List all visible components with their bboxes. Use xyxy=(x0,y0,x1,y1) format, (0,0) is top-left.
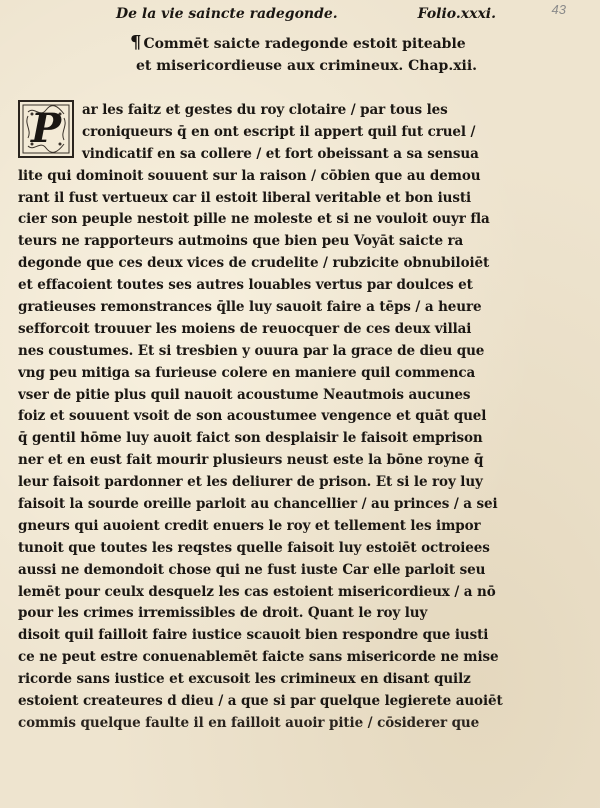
text-line: lemēt pour ceulx desquelz les cas estoient misericordieux / a nō xyxy=(18,583,496,600)
text-line: rant il fust vertueux car il estoit liberal veritable et bon iusti xyxy=(18,189,471,206)
text-line: ner et en eust fait mourir plusieurs neust este la bōne royne q̄ xyxy=(18,452,484,469)
text-line: aussi ne demondoit chose qui ne fust iuste Car elle parloit seu xyxy=(18,561,486,578)
text-line: teurs ne rapporteurs autmoins que bien peu Voyāt saicte ra xyxy=(18,233,464,250)
text-line: degonde que ces deux vices de crudelite / rubzicite obnubiloiēt xyxy=(18,255,490,272)
text-line: q̄ gentil hōme luy auoit faict son desplaisir le faisoit emprison xyxy=(18,430,483,447)
text-line: vser de pitie plus quil nauoit acoustume Neautmois aucunes xyxy=(18,386,471,403)
drop-cap-letter: P xyxy=(30,105,62,152)
text-line: lite qui dominoit souuent sur la raison / cōbien que au demou xyxy=(18,167,481,184)
body-text xyxy=(18,100,504,735)
text-line: commis quelque faulte il en failloit auoir pitie / cōsiderer que xyxy=(18,714,480,731)
text-line: leur faisoit pardonner et les deliurer de prison. Et si le roy luy xyxy=(18,474,483,491)
chapter-heading-line-1: Commēt saicte radegonde estoit piteable xyxy=(143,36,466,52)
text-line: tunoit que toutes les reqstes quelle faisoit luy estoiēt octroiees xyxy=(18,539,490,556)
text-line: foiz et souuent vsoit de son acoustumee vengence et quāt quel xyxy=(18,408,487,425)
text-line: vindicatif en sa collere / et fort obeissant a sa sensua xyxy=(82,145,479,162)
text-line: pour les crimes irremissibles de droit. Quant le roy luy xyxy=(18,605,428,622)
text-line: ce ne peut estre conuenablemēt faicte sans misericorde ne mise xyxy=(18,649,499,666)
text-line: nes coustumes. Et si tresbien y ouura par la grace de dieu que xyxy=(18,342,485,359)
text-line: faisoit la sourde oreille parloit au chancellier / au princes / a sei xyxy=(18,496,498,513)
text-line: disoit quil failloit faire iustice scauoit bien respondre que iusti xyxy=(18,627,489,644)
text-line: ricorde sans iustice et excusoit les crimineux en disant quilz xyxy=(18,671,471,688)
chapter-heading xyxy=(130,32,530,77)
page-number: 43 xyxy=(551,2,566,17)
text-line: gratieuses remonstrances q̄lle luy sauoit faire a tēps / a heure xyxy=(18,299,482,316)
text-line: cier son peuple nestoit pille ne moleste et si ne vouloit ouyr fla xyxy=(18,211,490,228)
running-head xyxy=(116,6,496,28)
text-line: gneurs qui auoient credit enuers le roy et tellement les impor xyxy=(18,517,481,534)
text-line: ar les faitz et gestes du roy clotaire / par tous les xyxy=(82,102,448,118)
folio-number: Folio.xxxi. xyxy=(417,6,496,22)
running-head-title: De la vie saincte radegonde. xyxy=(116,6,338,22)
pilcrow-icon: ¶ xyxy=(130,32,142,53)
text-line: sefforcoit trouuer les moiens de reuocquer de ces deux villai xyxy=(18,320,472,337)
illuminated-initial xyxy=(18,100,74,158)
text-line: et effacoient toutes ses autres louables vertus par doulces et xyxy=(18,277,473,294)
text-line: croniqueurs q̄ en ont escript il appert quil fut cruel / xyxy=(82,123,476,140)
chapter-heading-line-2: et misericordieuse aux crimineux. Chap.xii. xyxy=(136,58,478,74)
text-line: vng peu mitiga sa furieuse colere en maniere quil commenca xyxy=(18,364,476,381)
text-line: estoient createures d dieu / a que si par quelque legierete auoiēt xyxy=(18,693,503,710)
